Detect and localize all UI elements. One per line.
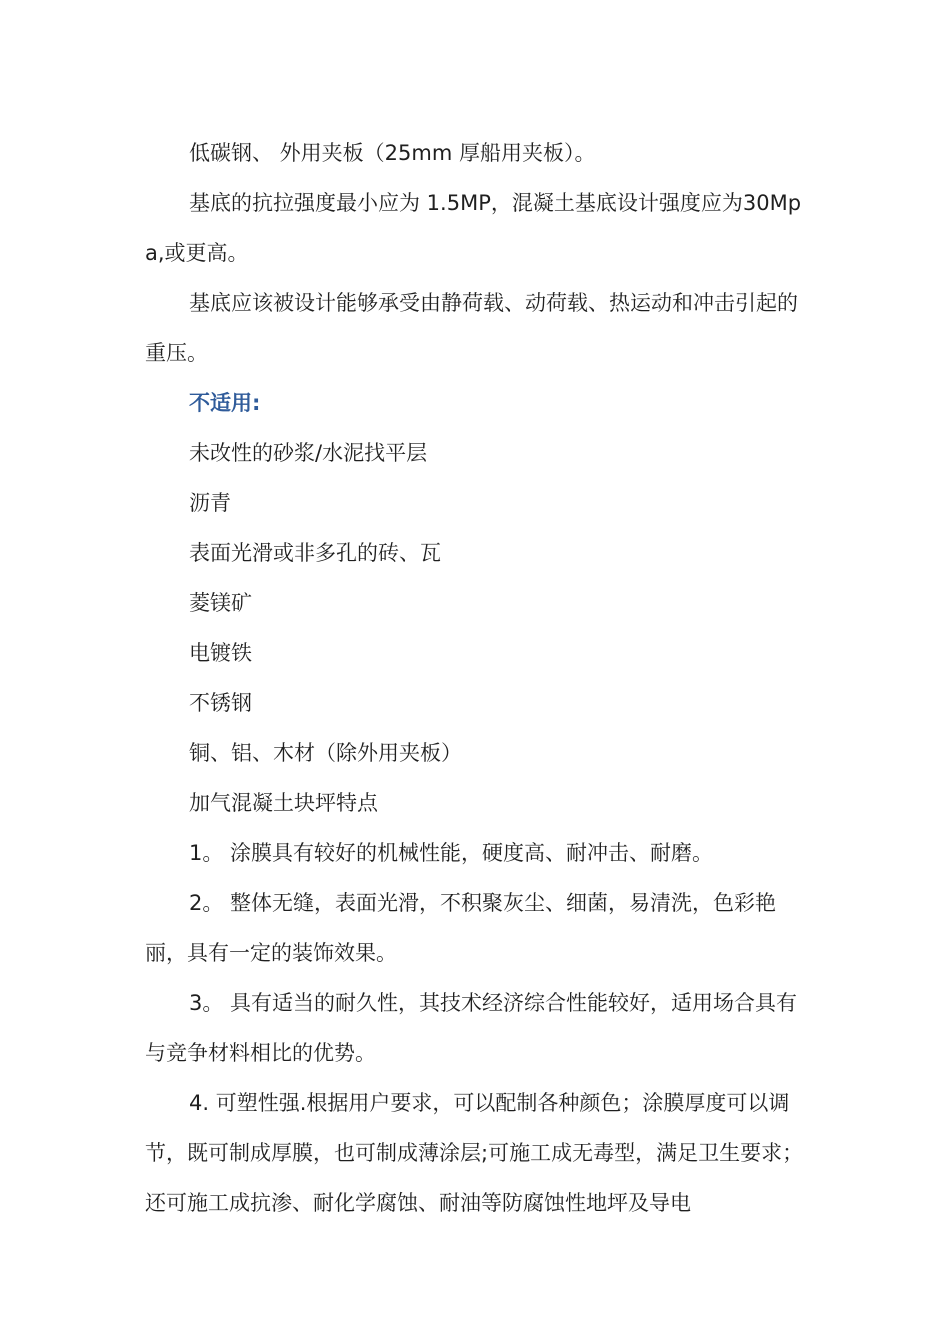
paragraph: 基底应该被设计能够承受由静荷载、动荷载、热运动和冲击引起的重压。 [145,291,798,365]
section-title-features: 加气混凝土块坪特点 [189,791,378,815]
list-item: 未改性的砂浆/水泥找平层 [189,441,428,465]
list-item: 菱镁矿 [189,591,252,615]
feature-item: 3。 具有适当的耐久性，其技术经济综合性能较好，适用场合具有与竞争材料相比的优势。 [145,991,798,1065]
feature-item: 2。 整体无缝，表面光滑，不积聚灰尘、细菌，易清洗，色彩艳丽，具有一定的装饰效果。 [145,891,777,965]
feature-item: 1。 涂膜具有较好的机械性能，硬度高、耐冲击、耐磨。 [189,841,714,865]
section-heading-not-applicable: 不适用: [189,391,261,415]
paragraph: 低碳钢、 外用夹板（25mm 厚船用夹板）。 [189,141,596,165]
paragraph: 基底的抗拉强度最小应为 1.5MP，混凝土基底设计强度应为30Mpa,或更高。 [145,191,802,265]
list-item: 沥青 [189,491,231,515]
list-item: 电镀铁 [189,641,252,665]
feature-item: 4. 可塑性强.根据用户要求，可以配制各种颜色；涂膜厚度可以调节，既可制成厚膜，也可制成薄涂层;可施工成无毒型，满足卫生要求；还可施工成抗渗、耐化学腐蚀、耐油等防腐蚀性地坪及导电 [145,1091,804,1215]
document-body [145,128,810,1228]
list-item: 不锈钢 [189,691,252,715]
list-item: 铜、铝、木材（除外用夹板） [189,741,462,765]
list-item: 表面光滑或非多孔的砖、瓦 [189,541,441,565]
